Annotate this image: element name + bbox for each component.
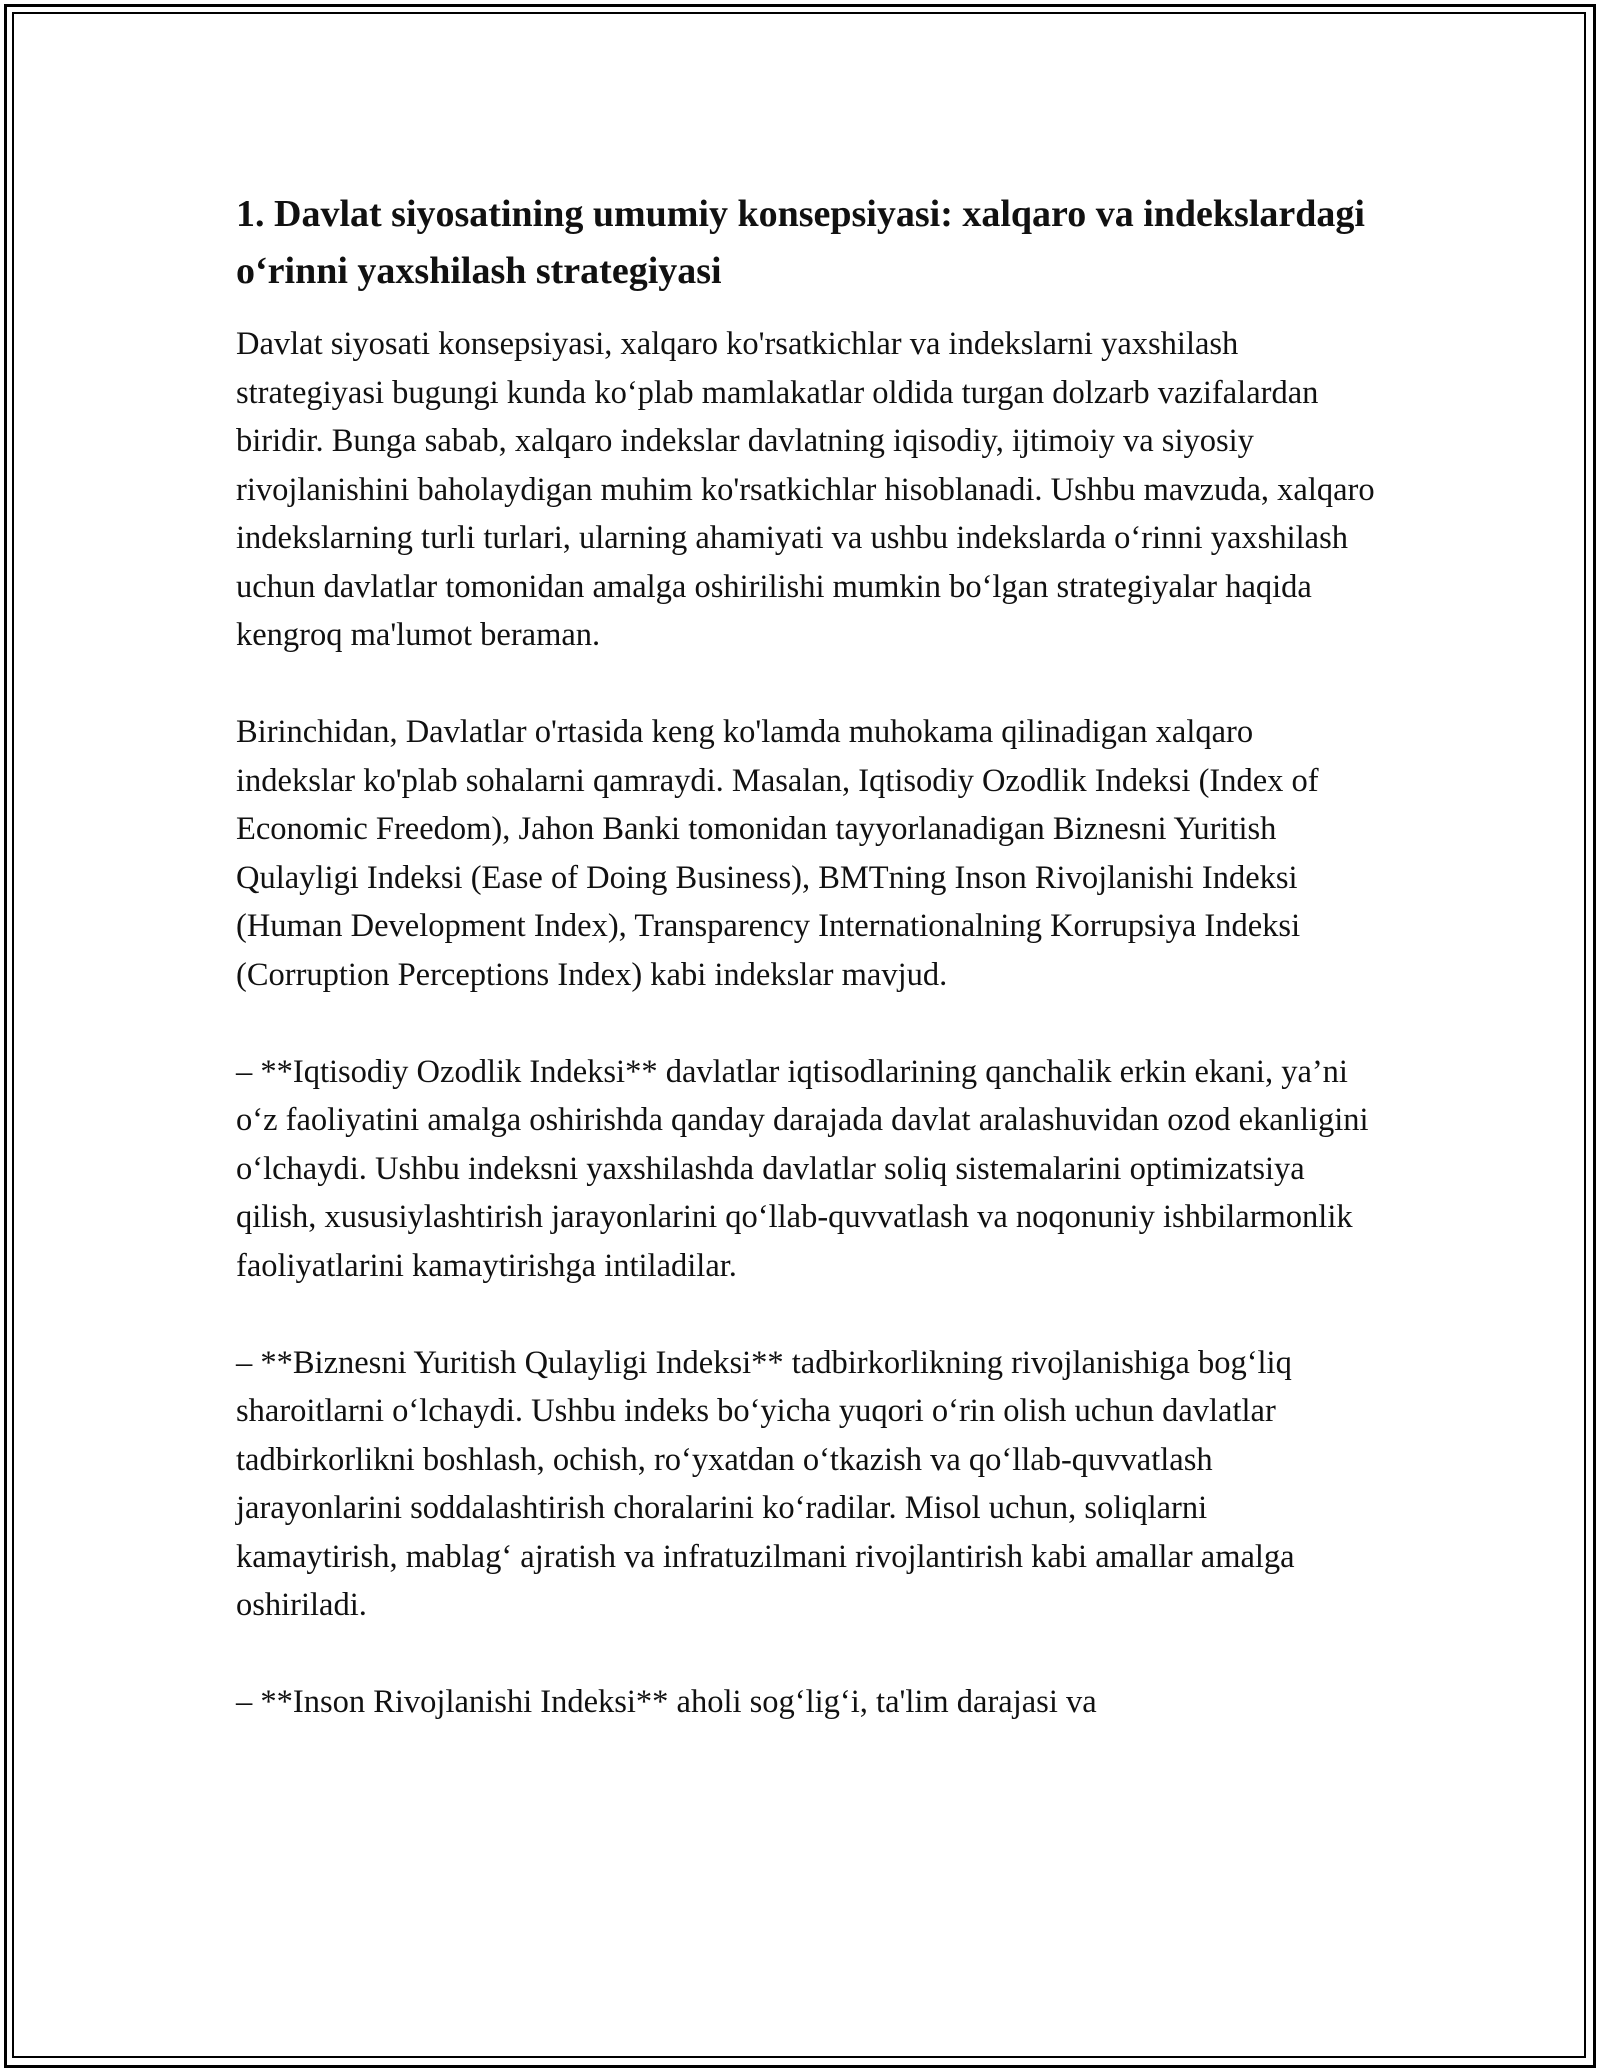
document-title: 1. Davlat siyosatining umumiy konsepsiyasi: xalqaro va indekslardagi o‘rinni yaxshilash strategiyasi	[236, 193, 1365, 292]
paragraph-intro: Davlat siyosati konsepsiyasi, xalqaro ko'rsatkichlar va indekslarni yaxshilash strategiyasi bugungi kunda ko‘plab mamlakatlar oldida turgan dolzarb vazifalardan biridir. Bunga sabab, xalqaro indekslar davlatning iqisodiy, ijtimoiy va siyosiy rivojlanishini baholaydigan muhim ko'rsatkichlar hisoblanadi. Ushbu mavzuda, xalqaro indekslarning turli turlari, ularning ahamiyati va ushbu indekslarda o‘rinni yaxshilash uchun davlatlar tomonidan amalga oshirilishi mumkin bo‘lgan strategiyalar haqida kengroq ma'lumot beraman.	[236, 326, 1375, 653]
paragraph-doing-business: – **Biznesni Yuritish Qulayligi Indeksi** tadbirkorlikning rivojlanishiga bog‘liq sharoitlarni o‘lchaydi. Ushbu indeks bo‘yicha yuqori o‘rin olish uchun davlatlar tadbirkorlikni boshlash, ochish, ro‘yxatdan o‘tkazish va qo‘llab-quvvatlash jarayonlarini soddalashtirish choralarini ko‘radilar. Misol uchun, soliqlarni kamaytirish, mablag‘ ajratish va infratuzilmani rivojlantirish kabi amallar amalga oshiriladi.	[236, 1344, 1295, 1623]
paragraph-human-development: – **Inson Rivojlanishi Indeksi** aholi sog‘lig‘i, ta'lim darajasi va	[236, 1684, 1097, 1720]
document-body	[236, 186, 1376, 1775]
paragraph-economic-freedom: – **Iqtisodiy Ozodlik Indeksi** davlatlar iqtisodlarining qanchalik erkin ekani, ya’ni o‘z faoliyatini amalga oshirishda qanday darajada davlat aralashuvidan ozod ekanligini o‘lchaydi. Ushbu indeksni yaxshilashda davlatlar soliq sistemalarini optimizatsiya qilish, xususiylashtirish jarayonlarini qo‘llab-quvvatlash va noqonuniy ishbilarmonlik faoliyatlarini kamaytirishga intiladilar.	[236, 1053, 1369, 1284]
paragraph-indices-overview: Birinchidan, Davlatlar o'rtasida keng ko'lamda muhokama qilinadigan xalqaro indekslar ko'plab sohalarni qamraydi. Masalan, Iqtisodiy Ozodlik Indeksi (Index of Economic Freedom), Jahon Banki tomonidan tayyorlanadigan Biznesni Yuritish Qulayligi Indeksi (Ease of Doing Business), BMTning Inson Rivojlanishi Indeksi (Human Development Index), Transparency Internationalning Korrupsiya Indeksi (Corruption Perceptions Index) kabi indekslar mavjud.	[236, 714, 1319, 993]
